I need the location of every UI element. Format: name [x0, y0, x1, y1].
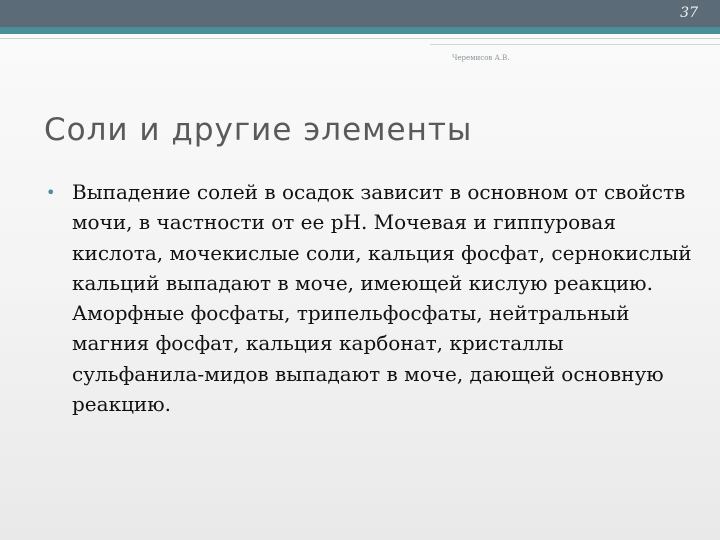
header-bar [0, 0, 720, 27]
header-divider [0, 38, 720, 39]
bullet-text: Выпадение солей в осадок зависит в основном от свойств мочи, в частности от ее рН. Мочевая и гиппуровая кислота, мочекислые соли, кальция фосфат, сернокислый кальций выпадают в моче, имеющей кислую реакцию. Аморфные фосфаты, трипельфосфаты, нейтральный магния фосфат, кальция карбонат, кристаллы сульфанила-мидов выпадают в моче, дающей основную реакцию. [72, 180, 692, 417]
bullet-icon: • [46, 183, 56, 202]
list-item [46, 177, 696, 419]
author-divider [430, 44, 720, 45]
page-number: 37 [680, 5, 698, 21]
slide-title: Соли и другие элементы [44, 112, 473, 148]
accent-bar [0, 27, 720, 34]
author-label: Черемисов А.В. [452, 54, 510, 62]
bullet-list [46, 177, 696, 419]
